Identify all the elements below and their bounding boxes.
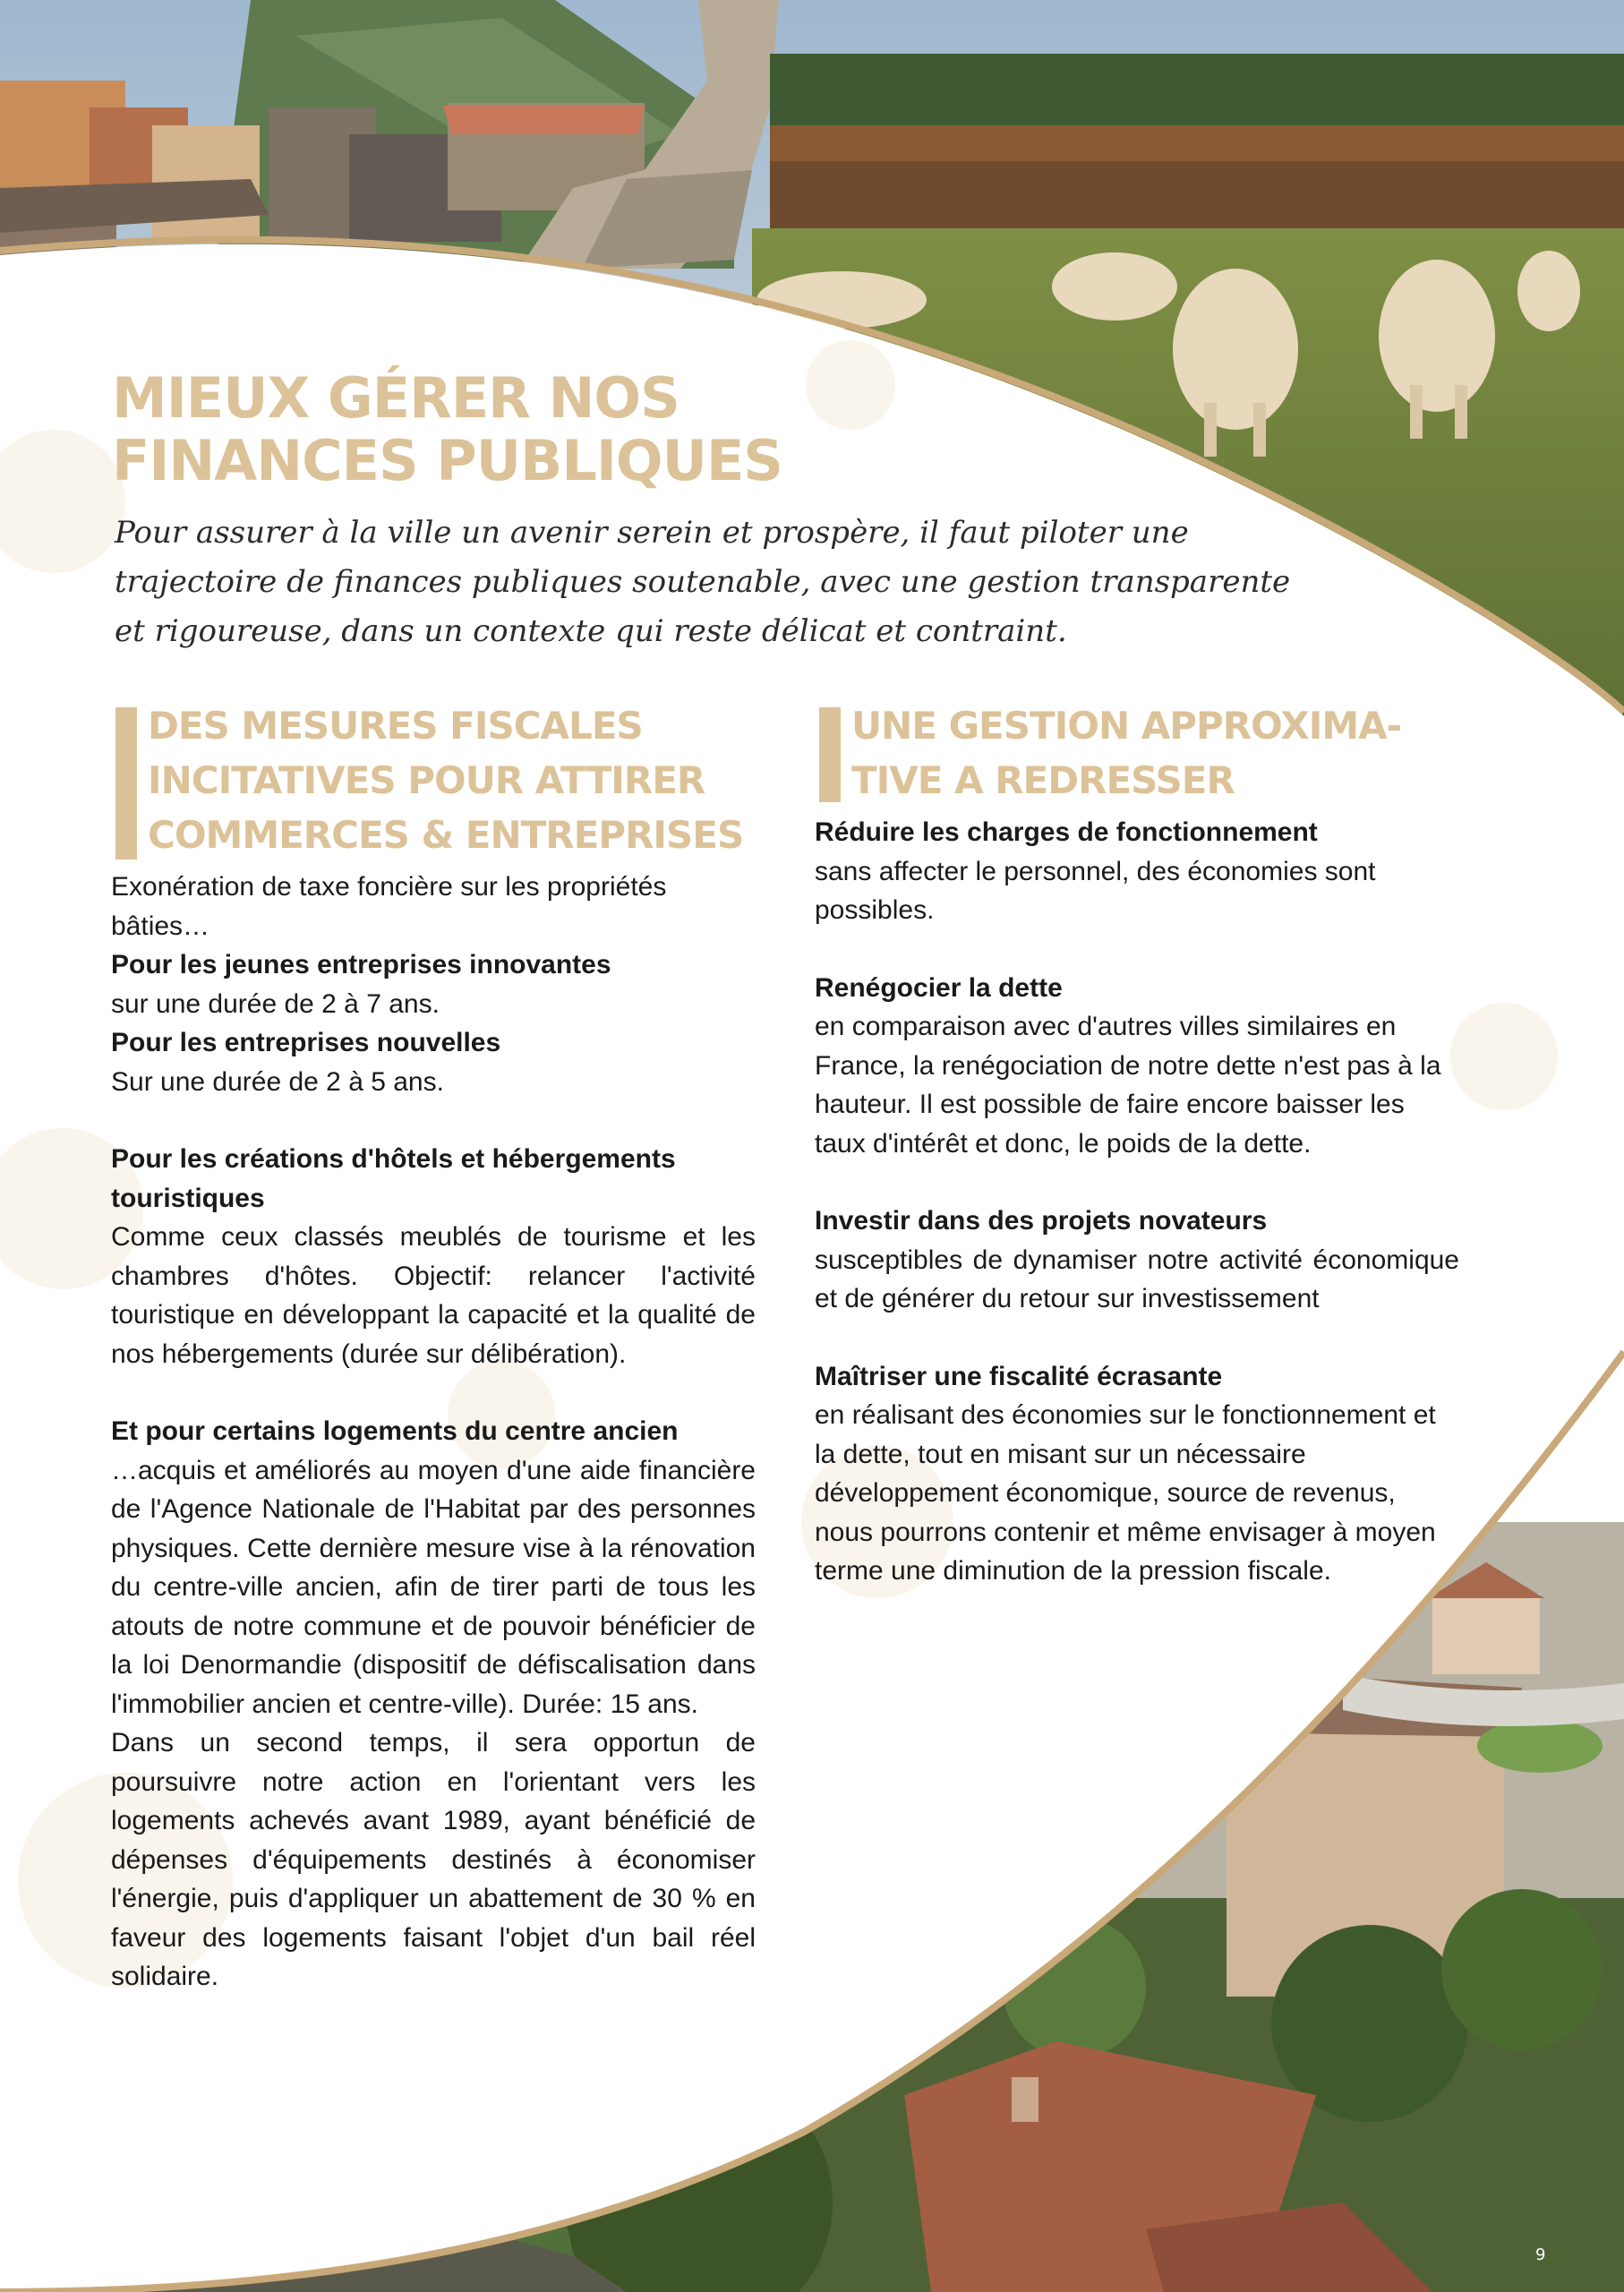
left-item-2 [111, 1023, 756, 1101]
left-item-4-text: …acquis et améliorés au moyen d'une aide financière de l'Agence Nationale de l'Habitat par des personnes physiques. Cette dernière mesure vise à la rénovation du centre-ville ancien, afin de tirer parti de tous les atouts de notre commune et de pouvoir bénéficier de la loi Denormandie (dispositif de défiscalisation dans l'immobilier ancien et centre-ville). Durée: 15 ans. [111, 1455, 756, 1719]
left-intro-body: Exonération de taxe foncière sur les propriétés bâties… [111, 872, 667, 941]
left-item-3-text: Comme ceux classés meublés de tourisme et les chambres d'hôtes. Objectif: relancer l'activité touristique en développant la capacité et la qualité de nos hébergements (durée sur délibération). [111, 1222, 756, 1369]
left-closing-body: Dans un second temps, il sera opportun de poursuivre notre action en l'orientant vers les logements achevés avant 1989, ayant bénéficié de dépenses d'équipements destinés à économiser l'énergie, puis d'appliquer un abattement de 30 % en faveur des logements faisant l'objet d'un bail réel solidaire. [111, 1728, 756, 1991]
page-title-line-1: MIEUX GÉRER NOS [112, 365, 680, 431]
left-column [111, 698, 756, 1997]
left-heading-line-3: COMMERCES & ENTREPRISES [148, 813, 744, 857]
right-item-2-text: en comparaison avec d'autres villes similaires en France, la renégociation de notre dette n'est pas à la hauteur. Il est possible de faire encore baisser les taux d'intérêt et donc, le poids de la dette. [815, 1012, 1441, 1159]
right-heading-line-1: UNE GESTION APPROXIMA- [851, 704, 1402, 748]
left-item-4 [111, 1412, 756, 1723]
right-heading-text [851, 698, 1459, 808]
left-item-3-title: Pour les créations d'hôtels et hébergements touristiques [111, 1144, 676, 1213]
left-item-1-text: sur une durée de 2 à 7 ans. [111, 988, 440, 1019]
left-item-2-text: Sur une durée de 2 à 5 ans. [111, 1066, 444, 1097]
left-heading-line-1: DES MESURES FISCALES [148, 704, 643, 748]
right-item-2 [815, 969, 1459, 1164]
right-item-3-title: Investir dans des projets novateurs [815, 1206, 1268, 1236]
right-item-1-text: sans affecter le personnel, des économies sont possibles. [815, 856, 1376, 925]
right-item-4 [815, 1357, 1441, 1591]
right-heading-line-2: TIVE A REDRESSER [851, 758, 1235, 802]
page-title-line-2: FINANCES PUBLIQUES [112, 428, 782, 493]
left-item-1-title: Pour les jeunes entreprises innovantes [111, 950, 611, 979]
page-number: 9 [1535, 2245, 1546, 2264]
left-heading-text [148, 698, 756, 862]
left-heading-line-2: INCITATIVES POUR ATTIRER [148, 758, 705, 802]
right-section-heading [815, 698, 1459, 808]
left-section-heading [111, 698, 756, 862]
right-item-4-text: en réalisant des économies sur le fonctionnement et la dette, tout en misant sur un nécessaire développement économique, source de revenus, nous pourrons contenir et même envisager à moyen terme une diminution de la pression fiscale. [815, 1400, 1436, 1586]
right-item-1 [815, 813, 1459, 930]
intro-line-1: Pour assurer à la ville un avenir serein et prospère, il faut piloter une [115, 515, 1189, 551]
right-column [815, 698, 1459, 1591]
right-item-2-title: Renégocier la dette [815, 972, 1063, 1003]
left-closing-text [111, 1723, 756, 1997]
intro-paragraph [115, 509, 1291, 656]
intro-line-3: et rigoureuse, dans un contexte qui reste délicat et contraint. [115, 613, 1067, 649]
right-item-3-text: susceptibles de dynamiser notre activité économique et de générer du retour sur investissement [815, 1244, 1459, 1313]
left-item-1 [111, 945, 756, 1023]
left-item-2-title: Pour les entreprises nouvelles [111, 1028, 501, 1057]
right-item-3 [815, 1202, 1459, 1319]
left-item-3 [111, 1140, 756, 1373]
right-item-1-title: Réduire les charges de fonctionnement [815, 817, 1318, 847]
left-item-4-title: Et pour certains logements du centre ancien [111, 1416, 679, 1446]
right-item-4-title: Maîtriser une fiscalité écrasante [815, 1361, 1223, 1391]
intro-line-2: trajectoire de finances publiques soutenable, avec une gestion transparente [115, 564, 1291, 600]
heading-accent-bar [819, 707, 841, 802]
page-title [112, 367, 918, 492]
left-intro-text [111, 868, 756, 945]
heading-accent-bar [115, 707, 137, 860]
